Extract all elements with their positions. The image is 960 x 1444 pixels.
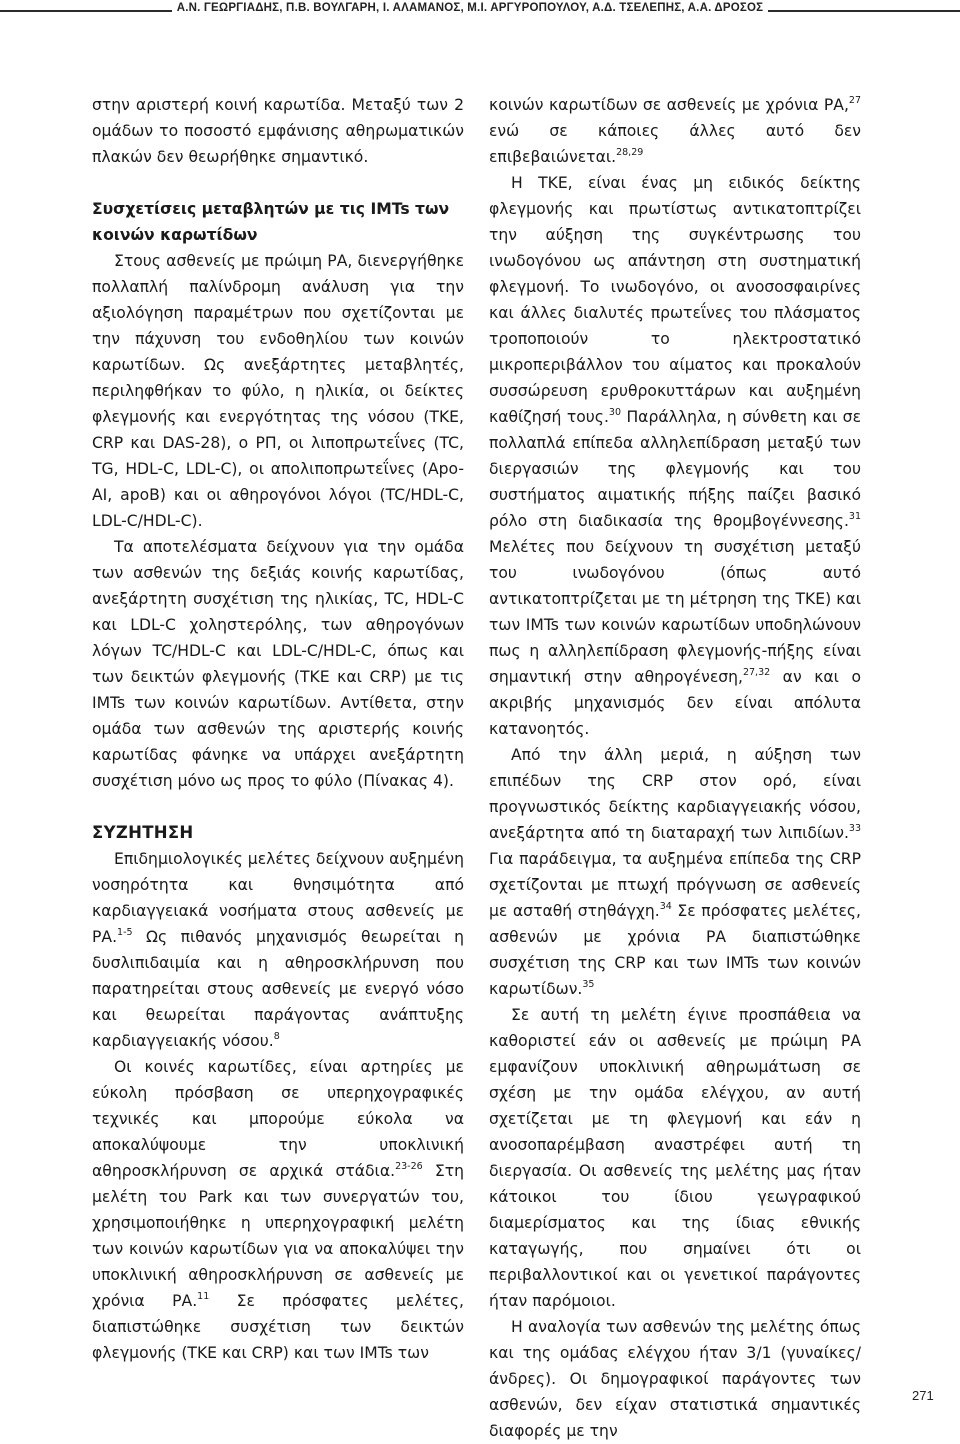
citation-ref: 8 [273,1031,280,1042]
right-column [489,92,861,1444]
paragraph: Τα αποτελέσματα δείχνουν για την ομάδα των ασθενών της δεξιάς κοινής καρωτίδας, ανεξάρτητη συσχέτιση της ηλικίας, TC, HDL-C και LDL-C χοληστερόλης, των αθηρογόνων λόγων TC/HDL-C και LDL-C/HDL-C, όπως και των δεικτών φλεγμονής (ΤΚΕ και CRP) με τις IMTs των κοινών καρωτίδων. Αντίθετα, στην ομάδα των ασθενών της αριστερής κοινής καρωτίδας φάνηκε να υπάρχει ανεξάρτητη συσχέτιση μόνο ως προς το φύλο (Πίνακας 4). [92,538,464,790]
citation-ref: 30 [608,407,622,418]
page-number: 271 [912,1388,934,1403]
text-run: Σε πρόσφατες μελέτες, ασθενών με χρόνια ΡΑ διαπιστώθηκε συσχέτιση της CRP και των IMTs των κοινών καρωτίδων. [489,902,861,998]
citation-ref: 35 [582,979,595,990]
text-run: Για παράδειγμα, τα αυξημένα επίπεδα της CRP σχετίζονται με πτωχή πρόγνωση σε ασθενείς με ασταθή στηθάγχη. [489,850,861,920]
text-run: Παράλληλα, η σύνθετη και σε πολλαπλά επίπεδα αλληλεπίδραση μεταξύ των διεργασιών της φλεγμονής και του συστήματος αιματικής πήξης παίζει βασικό ρόλο στη διαδικασία της θρομβογέννεσης. [489,408,861,530]
citation-ref: 27,32 [742,667,771,678]
text-run: Επιδημιολογικές μελέτες δείχνουν αυξημένη νοσηρότητα και θνησιμότητα από καρδιαγγειακά νοσήματα στους ασθενείς με ΡΑ. [92,850,464,946]
paragraph [489,742,861,1002]
paragraph: Η αναλογία των ασθενών της μελέτης όπως και της ομάδας ελέγχου ήταν 3/1 (γυναίκες/άνδρες). Οι δημογραφικοί παράγοντες των ασθενών, δεν είχαν στατιστικά σημαντικές διαφορές με την [489,1318,861,1440]
citation-ref: 23-26 [395,1161,423,1172]
citation-ref: 27 [848,95,861,106]
citation-ref: 31 [848,511,861,522]
citation-ref: 1-5 [117,927,133,938]
text-run: Μελέτες που δείχνουν τη συσχέτιση μεταξύ του ινωδογόνου (όπως αυτό αντικατοπτρίζεται με τη μέτρηση της ΤΚΕ) και των IMTs των κοινών καρωτίδων υποδηλώνουν πως η αλληλεπίδραση φλεγμονής-πήξης είναι σημαντική στην αθηρογένεση, [489,538,861,686]
running-head [0,0,960,20]
header-rule-right [768,10,960,12]
text-run: ενώ σε κάποιες άλλες αυτό δεν επιβεβαιώνεται. [489,122,861,166]
text-run: Η ΤΚΕ, είναι ένας μη ειδικός δείκτης φλεγμονής και πρωτίστως αντικατοπτρίζει την αύξηση της συγκέντρωσης του ινωδογόνου ως απάντηση στη συστηματική φλεγμονή. Το ινωδογόνο, οι ανοσοσφαιρίνες και άλλες διαλυτές πρωτεΐνες του πλάσματος τροποποιούν το ηλεκτροστατικό μικροπεριβάλλον του αίματος και προκαλούν συσσώρευση ερυθροκυττάρων και αυξημένη καθίζησή τους. [489,174,861,426]
text-run: Οι κοινές καρωτίδες, είναι αρτηρίες με εύκολη πρόσβαση σε υπερηχογραφικές τεχνικές και μπορούμε εύκολα να αποκαλύψουμε την υποκλινική αθηροσκλήρυνση σε αρχικά στάδια. [92,1058,464,1180]
section-heading-discussion: ΣΥΖΗΤΗΣΗ [92,823,194,842]
paragraph [92,846,464,1054]
text-run: αν και ο ακριβής μηχανισμός δεν είναι απόλυτα κατανοητός. [489,668,861,738]
text-run: κοινών καρωτίδων σε ασθενείς με χρόνια ΡΑ, [489,96,849,114]
citation-ref: 11 [197,1291,210,1302]
citation-ref: 28,29 [616,147,644,158]
header-authors: Α.Ν. ΓΕΩΡΓΙΑΔΗΣ, Π.Β. ΒΟΥΛΓΑΡΗ, Ι. ΑΛΑΜΑΝΟΣ, Μ.Ι. ΑΡΓΥΡΟΠΟΥΛΟΥ, Α.Δ. ΤΣΕΛΕΠΗΣ, Α.Α. ΔΡΟΣΟΣ [176,2,764,14]
paragraph: Σε αυτή τη μελέτη έγινε προσπάθεια να καθοριστεί εάν οι ασθενείς με πρώιμη ΡΑ εμφανίζουν υποκλινική αθηρωμάτωση σε σχέση με την ομάδα ελέγχου, αν αυτή σχετίζεται με τη φλεγμονή και εάν η ανοσοπαρέμβαση αναστρέφει αυτή τη διεργασία. Οι ασθενείς της μελέτης μας ήταν κάτοικοι του ίδιου γεωγραφικού διαμερίσματος και της ίδιας εθνικής καταγωγής, που σημαίνει ότι οι περιβαλλοντικοί και οι γενετικοί παράγοντες ήταν παρόμοιοι. [489,1006,861,1310]
paragraph [489,170,861,742]
citation-ref: 34 [659,901,672,912]
text-run: Σε πρόσφατες μελέτες, διαπιστώθηκε συσχέτιση των δεικτών φλεγμονής (ΤΚΕ και CRP) και των IMTs των [92,1292,464,1362]
paragraph: Στους ασθενείς με πρώιμη ΡΑ, διενεργήθηκε πολλαπλή παλίνδρομη ανάλυση για την αξιολόγηση παραμέτρων που σχετίζονται με την πάχυνση του ενδοθηλίου των κοινών καρωτίδων. Ως ανεξάρτητες μεταβλητές, περιληφθήκαν το φύλο, η ηλικία, οι δείκτες φλεγμονής και ενεργότητας της νόσου (ΤΚΕ, CRP και DAS-28), ο ΡΠ, οι λιποπρωτεΐνες (TC, TG, HDL-C, LDL-C), οι απολιποπρωτεΐνες (Apo-AI, apoB) και οι αθηρογόνοι λόγοι (TC/HDL-C, LDL-C/HDL-C). [92,252,464,530]
section-heading-correlations: Συσχετίσεις μεταβλητών με τις IMTs των κοινών καρωτίδων [92,200,450,244]
left-column [92,92,464,1366]
paragraph [92,1054,464,1366]
citation-ref: 33 [848,823,861,834]
text-run: Στη μελέτη του Park και των συνεργατών του, χρησιμοποιήθηκε η υπερηχογραφική μελέτη των κοινών καρωτίδων για να αποκαλύψει την υποκλινική αθηροσκλήρυνση σε ασθενείς με χρόνια ΡΑ. [92,1162,464,1310]
paragraph [489,92,861,170]
header-rule-left [0,10,172,12]
text-run: Ως πιθανός μηχανισμός θεωρείται η δυσλιπιδαιμία και η αθηροσκλήρυνση που παρατηρείται στους ασθενείς με ενεργό νόσο και θεωρείται παράγοντας ανάπτυξης καρδιαγγειακής νόσου. [92,928,464,1050]
text-run: Από την άλλη μεριά, η αύξηση των επιπέδων της CRP στον ορό, είναι προγνωστικός δείκτης καρδιαγγειακής νόσου, ανεξάρτητα από τη διαταραχή των λιπιδίων. [489,746,861,842]
paragraph: στην αριστερή κοινή καρωτίδα. Μεταξύ των 2 ομάδων το ποσοστό εμφάνισης αθηρωματικών πλακών δεν θεωρήθηκε σημαντικό. [92,96,464,166]
